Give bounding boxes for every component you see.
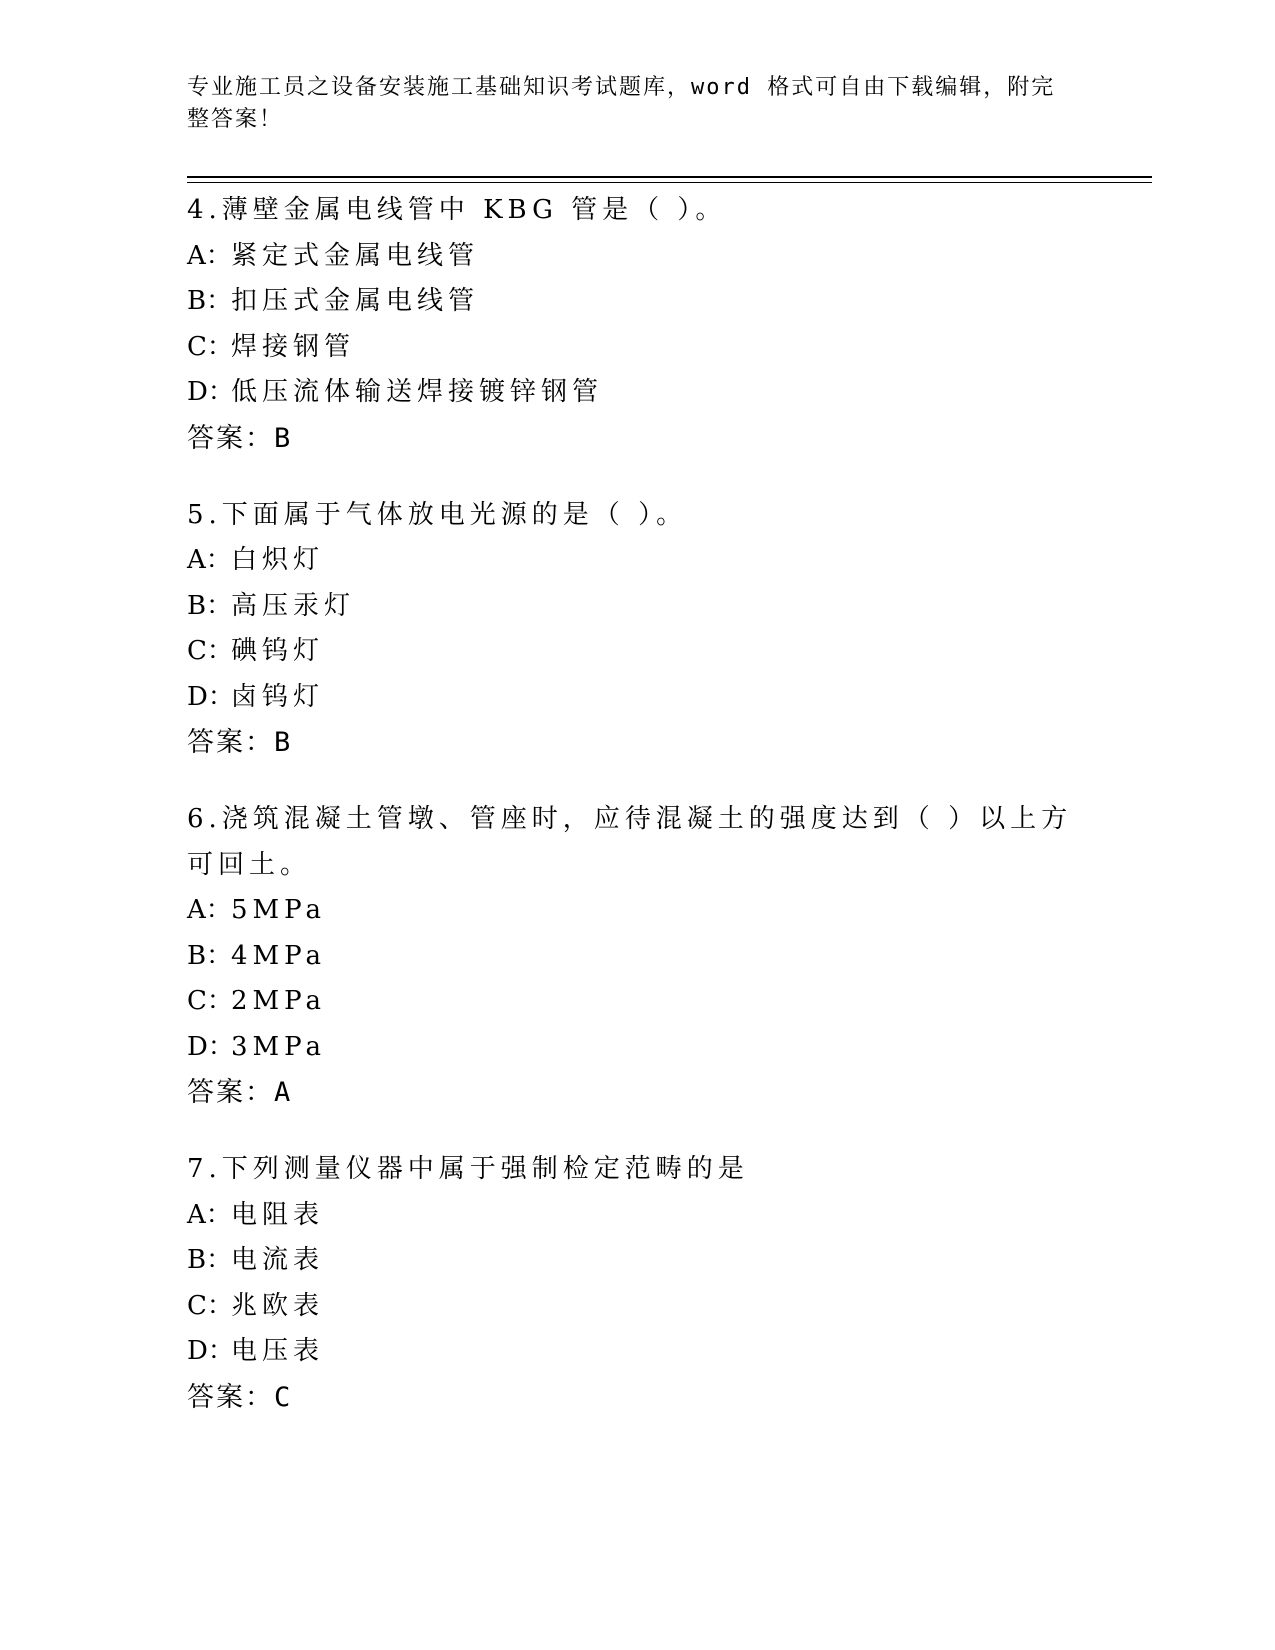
option-key: B： [187, 590, 233, 621]
option-text: 白炽灯 [231, 545, 325, 575]
option-text: 低压流体输送焊接镀锌钢管 [231, 377, 604, 407]
option-b [187, 279, 1087, 325]
option-key: A： [187, 545, 232, 575]
option-key: B： [187, 940, 233, 971]
option-a [187, 538, 1087, 584]
option-a [187, 234, 1087, 280]
option-text: 扣压式金属电线管 [231, 286, 480, 316]
option-text: 电压表 [231, 1336, 325, 1366]
option-key: D： [187, 1336, 234, 1366]
option-b [187, 1238, 1087, 1284]
header-line-2: 整答案！ [187, 107, 284, 132]
answer-line: 答案：C [187, 1381, 293, 1413]
option-d [187, 370, 1087, 416]
question-stem: 6.浇筑混凝土管墩、管座时，应待混凝土的强度达到（ ）以上方可回土。 [187, 804, 1073, 880]
document-header [187, 72, 1067, 136]
option-text: 碘钨灯 [231, 636, 325, 666]
header-divider-thick [187, 176, 1152, 178]
option-text: 兆欧表 [231, 1290, 325, 1321]
option-key: B： [187, 1245, 233, 1275]
option-text: 5MPa [231, 895, 326, 925]
option-key: C： [187, 331, 233, 362]
option-key: D： [187, 681, 234, 712]
question-item [187, 493, 1087, 766]
option-d [187, 675, 1087, 721]
option-a [187, 888, 1087, 934]
option-key: A： [187, 1199, 232, 1230]
question-stem: 5.下面属于气体放电光源的是（ ）。 [187, 499, 688, 530]
option-b [187, 584, 1087, 630]
option-text: 2MPa [231, 986, 326, 1016]
option-d [187, 1329, 1087, 1375]
option-c [187, 979, 1087, 1025]
option-text: 电流表 [231, 1245, 325, 1275]
question-stem: 4.薄壁金属电线管中 KBG 管是（ ）。 [187, 195, 727, 225]
option-c [187, 1284, 1087, 1330]
option-text: 焊接钢管 [231, 331, 356, 362]
option-text: 卤钨灯 [231, 681, 325, 712]
question-stem: 7.下列测量仪器中属于强制检定范畴的是 [187, 1154, 749, 1184]
question-item [187, 797, 1087, 1115]
option-c [187, 629, 1087, 675]
option-key: C： [187, 1290, 233, 1321]
option-key: D： [187, 1031, 234, 1062]
header-line-1: 专业施工员之设备安装施工基础知识考试题库，word 格式可自由下载编辑，附完 [187, 75, 1056, 100]
option-key: A： [187, 895, 232, 925]
option-text: 紧定式金属电线管 [231, 240, 480, 271]
option-a [187, 1193, 1087, 1239]
option-d [187, 1025, 1087, 1071]
option-key: D： [187, 377, 234, 407]
option-key: B： [187, 286, 233, 316]
question-item [187, 188, 1087, 461]
question-item [187, 1147, 1087, 1420]
option-text: 电阻表 [231, 1199, 325, 1230]
answer-line: 答案：A [187, 1077, 293, 1108]
answer-line: 答案：B [187, 422, 293, 454]
header-divider-thin [187, 182, 1152, 183]
option-key: C： [187, 986, 233, 1016]
option-text: 3MPa [231, 1031, 326, 1062]
answer-line: 答案：B [187, 727, 293, 758]
option-key: A： [187, 240, 232, 271]
option-text: 4MPa [231, 940, 326, 971]
option-key: C： [187, 636, 233, 666]
question-list [187, 188, 1087, 1452]
option-b [187, 934, 1087, 980]
option-text: 高压汞灯 [231, 590, 356, 621]
option-c [187, 325, 1087, 371]
